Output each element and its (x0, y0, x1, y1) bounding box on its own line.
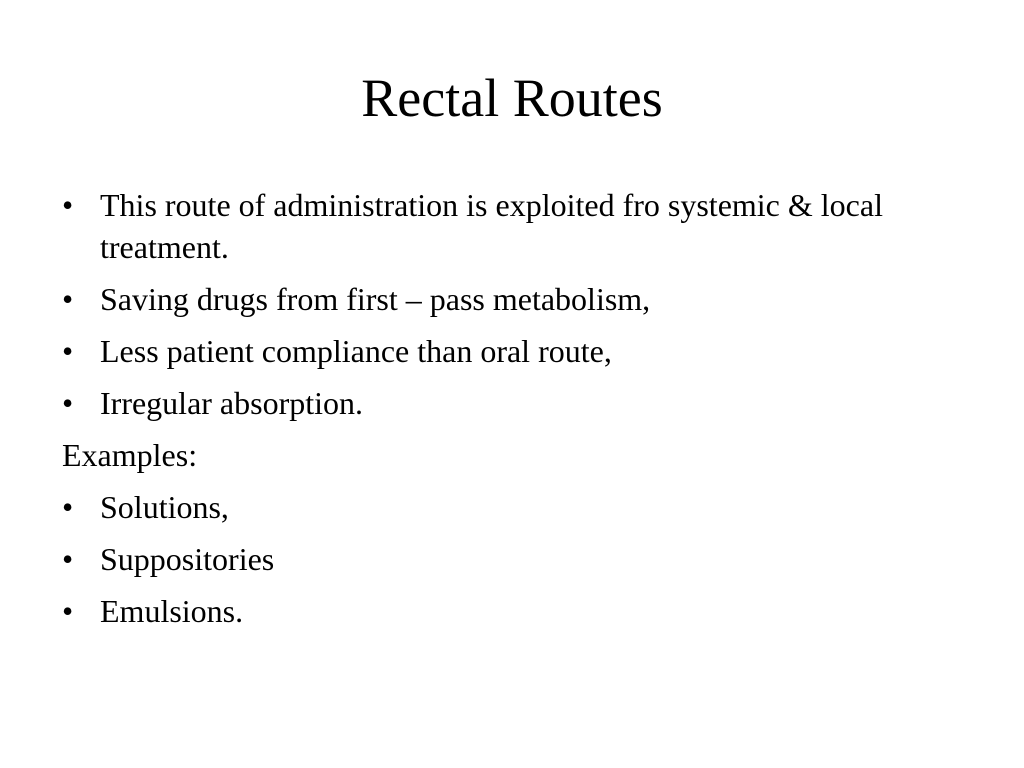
bullet-text: Irregular absorption. (100, 385, 364, 421)
bullet-icon: • (62, 593, 74, 629)
slide-title: Rectal Routes (361, 68, 663, 128)
example-item (62, 486, 962, 528)
examples-heading: Examples: (62, 437, 198, 473)
bullet-icon: • (62, 281, 74, 317)
example-item (62, 538, 962, 580)
examples-list (62, 486, 962, 632)
example-item (62, 590, 962, 632)
bullet-icon: • (62, 187, 74, 223)
bullet-text: This route of administration is exploited fro systemic & local treatment. (100, 187, 883, 265)
example-text: Solutions, (100, 489, 229, 525)
example-text: Suppositories (100, 541, 275, 577)
bullet-icon: • (62, 333, 74, 369)
bullet-icon: • (62, 541, 74, 577)
bullet-item (62, 382, 962, 424)
bullet-text: Saving drugs from first – pass metabolism, (100, 281, 651, 317)
example-text: Emulsions. (100, 593, 244, 629)
main-points-list (62, 184, 962, 424)
bullet-icon: • (62, 489, 74, 525)
bullet-text: Less patient compliance than oral route, (100, 333, 612, 369)
bullet-item (62, 278, 962, 320)
slide-content (62, 184, 962, 642)
bullet-icon: • (62, 385, 74, 421)
bullet-item (62, 184, 962, 268)
bullet-item (62, 330, 962, 372)
